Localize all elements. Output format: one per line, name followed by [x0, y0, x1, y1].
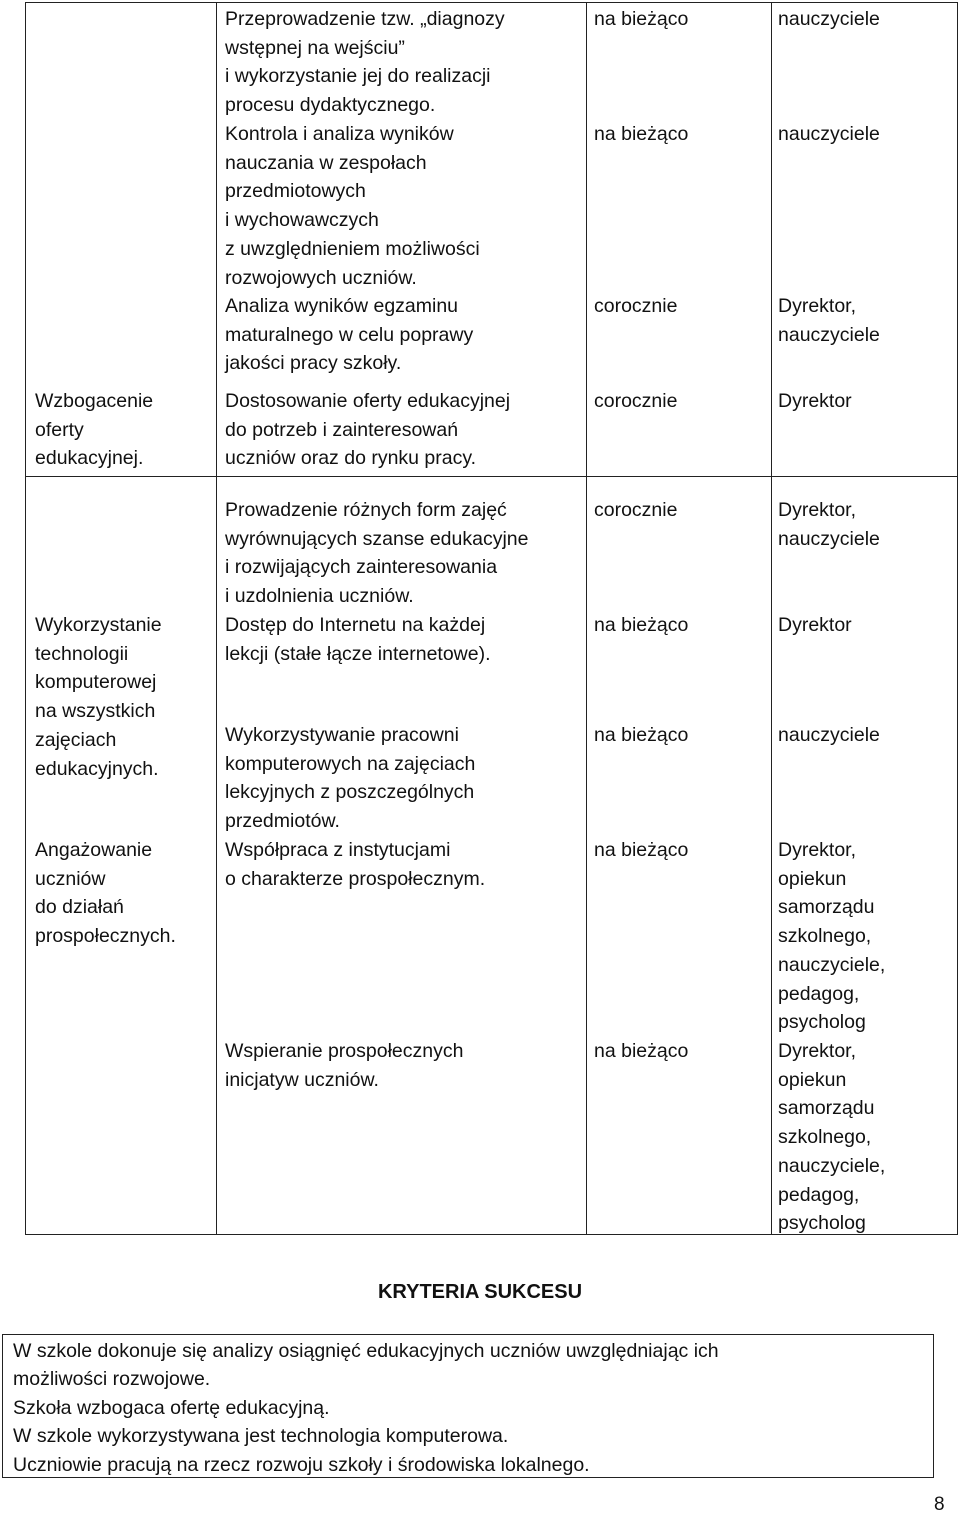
responsible-text: nauczyciele	[778, 8, 880, 30]
task-text: Wspieranie prospołecznych inicjatyw uczniów.	[225, 1040, 464, 1091]
goal-cell	[26, 3, 217, 477]
task-cell	[217, 3, 587, 477]
criteria-line: możliwości rozwojowe.	[13, 1368, 211, 1390]
responsible-text: Dyrektor, nauczyciele	[778, 295, 880, 346]
responsible-text: nauczyciele	[778, 724, 880, 746]
task-text: Współpraca z instytucjami o charakterze prospołecznym.	[225, 839, 486, 890]
goal-text: Wykorzystanie technologii komputerowej na wszystkich zajęciach edukacyjnych.	[35, 614, 162, 780]
responsible-text: nauczyciele	[778, 123, 880, 145]
responsible-text: Dyrektor	[778, 614, 852, 636]
responsible-cell	[772, 3, 958, 477]
term-text: na bieżąco	[594, 724, 689, 746]
criteria-line: Uczniowie pracują na rzecz rozwoju szkoły i środowiska lokalnego.	[13, 1454, 590, 1476]
tasks-table	[25, 2, 958, 1235]
task-cell	[217, 477, 587, 1235]
term-text: na bieżąco	[594, 1040, 689, 1062]
term-text: na bieżąco	[594, 614, 689, 636]
task-text: Prowadzenie różnych form zajęć wyrównujących szanse edukacyjne i rozwijających zainteresowania i uzdolnienia uczniów.	[225, 499, 529, 608]
term-text: na bieżąco	[594, 8, 689, 30]
responsible-text: Dyrektor, nauczyciele	[778, 499, 880, 550]
goal-text: Angażowanie uczniów do działań prospołecznych.	[35, 839, 176, 948]
criteria-line: W szkole dokonuje się analizy osiągnięć edukacyjnych uczniów uwzględniając ich	[13, 1340, 719, 1362]
term-text: corocznie	[594, 295, 678, 317]
responsible-text: Dyrektor, opiekun samorządu szkolnego, nauczyciele, pedagog, psycholog	[778, 839, 886, 1034]
goal-cell	[26, 477, 217, 1235]
task-text: Przeprowadzenie tzw. „diagnozy wstępnej na wejściu” i wykorzystanie jej do realizacji procesu dydaktycznego.	[225, 8, 505, 117]
term-cell	[587, 477, 772, 1235]
table-row	[26, 477, 958, 1235]
task-text: Wykorzystywanie pracowni komputerowych na zajęciach lekcyjnych z poszczególnych przedmiotów.	[225, 724, 476, 833]
term-cell	[587, 3, 772, 477]
criteria-line: W szkole wykorzystywana jest technologia komputerowa.	[13, 1425, 509, 1447]
criteria-box	[2, 1334, 934, 1478]
term-text: corocznie	[594, 390, 678, 412]
term-text: corocznie	[594, 499, 678, 521]
task-text: Dostosowanie oferty edukacyjnej do potrzeb i zainteresowań uczniów oraz do rynku pracy.	[225, 390, 511, 470]
responsible-text: Dyrektor, opiekun samorządu szkolnego, nauczyciele, pedagog, psycholog	[778, 1040, 886, 1235]
responsible-text: Dyrektor	[778, 390, 852, 412]
task-text: Analiza wyników egzaminu maturalnego w celu poprawy jakości pracy szkoły.	[225, 295, 474, 375]
page-number: 8	[934, 1494, 945, 1515]
responsible-cell	[772, 477, 958, 1235]
task-text: Dostęp do Internetu na każdej lekcji (stałe łącze internetowe).	[225, 614, 491, 665]
table-row	[26, 3, 958, 477]
term-text: na bieżąco	[594, 839, 689, 861]
criteria-line: Szkoła wzbogaca ofertę edukacyjną.	[13, 1397, 330, 1419]
term-text: na bieżąco	[594, 123, 689, 145]
goal-text: Wzbogacenie oferty edukacyjnej.	[35, 390, 154, 470]
criteria-title: KRYTERIA SUKCESU	[377, 1281, 583, 1303]
task-text: Kontrola i analiza wyników nauczania w zespołach przedmiotowych i wychowawczych z uwzględnieniem możliwości rozwojowych uczniów.	[225, 123, 480, 289]
